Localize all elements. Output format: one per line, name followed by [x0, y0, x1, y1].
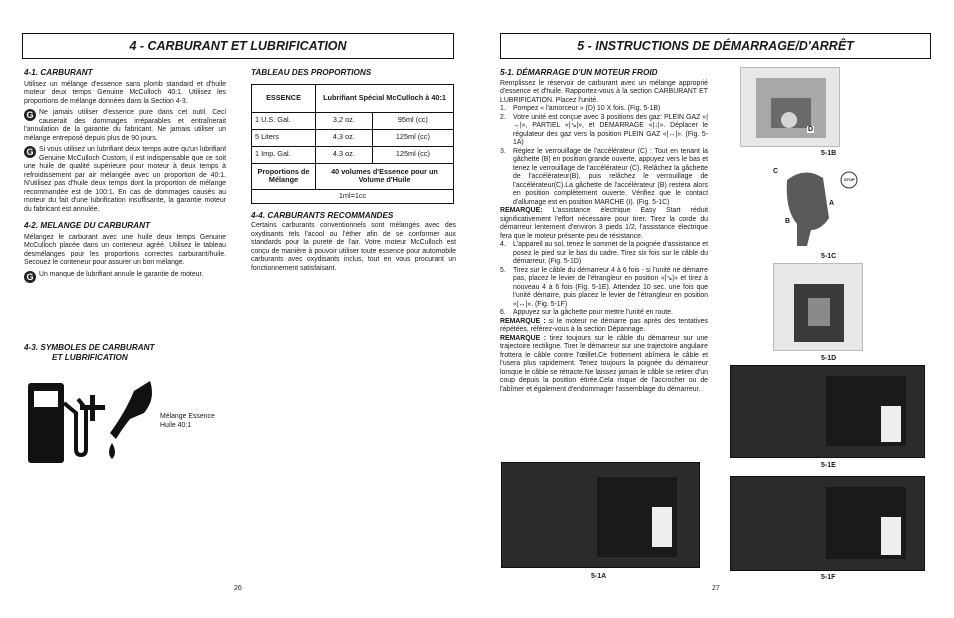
- label-a: A: [829, 200, 835, 207]
- heading-4-1: 4-1. CARBURANT: [24, 68, 93, 77]
- list-item: [500, 267, 708, 310]
- step-number: 3.: [500, 147, 506, 155]
- figure-5-1e-photo: [730, 365, 925, 458]
- warning-g-icon: G: [24, 146, 36, 158]
- list-item: [500, 309, 708, 318]
- remark-text: tirez toujours sur le câble du démarreur sur une trajectoire rectiligne. Tirer le démarreur sur une trajectoire angulaire frottera le câble contre l'œillet.Ce frottement abîmera le câble et l'usera plus rapidement. Tenez toujours la poignée du démarreur lorsque le câble se rétracte.Ne laissez jamais le câble se retirer d'un coup depuis la position étirée.Cela risque de l'accrocher ou de l'abîmer et également d'endommager l'assemblage du démarreur.: [500, 334, 708, 393]
- throttle-lever-icon: [502, 463, 700, 568]
- step-text: Réglez le verrouillage de l'accélérateur (C) : Tout en tenant la gâchette (B) en position grande ouverte, appuyez vers le bas et tenez le verrouillage de l'accélérateur (C). Relâchez la gâchette de l'accélérateur(B), puis relâchez le verrouillage de l'accélérateur(C).La gâchette de l'accélérateur (B) restera alors en position complètement ouverte. Vérifiez que le contact d'allumage est en position MARCHE (I). (Fig. 5-1C): [513, 147, 708, 206]
- list-item: [500, 148, 708, 208]
- figure-5-1c-photo: [767, 160, 867, 250]
- primer-bulb-icon: [741, 68, 840, 147]
- page-right: [477, 0, 954, 618]
- choke-open-icon: [731, 477, 925, 571]
- para-4-1: Utilisez un mélange d'essence sans plomb standard et d'huile moteur deux temps Genuine McCulloch 40:1. Utilisez les proportions de mélange données dans la Section 4-3.: [24, 80, 226, 105]
- remark-3: [500, 335, 708, 395]
- heading-4-3-line1: 4-3. SYMBOLES DE CARBURANT: [24, 343, 155, 352]
- remark-label: REMARQUE :: [500, 317, 546, 325]
- table-cell: 125ml (cc): [372, 146, 453, 163]
- throttle-handle-icon: [767, 160, 867, 250]
- warning-g-icon: G: [24, 271, 36, 283]
- table-header-lubrifiant: Lubrifiant Spécial McCulloch à 40:1: [316, 84, 454, 112]
- figure-5-1d-photo: [773, 263, 863, 351]
- caption-5-1e: 5-1E: [821, 462, 836, 469]
- right-text-column: [500, 68, 708, 394]
- warning-3-text: Un manque de lubrifiant annule le garantie de moteur.: [39, 270, 204, 278]
- table-cell: 3,2 oz.: [316, 112, 373, 129]
- table-footer-ml: 1ml=1cc: [252, 189, 454, 203]
- remark-label: REMARQUE :: [500, 334, 547, 342]
- step-text: Pompez « l'amorceur » (D) 10 X fois. (Fig. 5-1B): [513, 105, 661, 112]
- starter-pull-icon: [774, 264, 863, 351]
- caption-5-1a: 5-1A: [591, 573, 607, 580]
- warning-g-icon: G: [24, 109, 36, 121]
- table-row: [252, 112, 454, 129]
- step-text: Votre unité est conçue avec 3 positions des gaz: PLEIN GAZ «|↔|», PARTIEL «|↘|», et DEMARRAGE «|↓|». Déplacer le régulateur des gaz vers la position PLEIN GAZ «|↔|». (Fig. 5-1A): [513, 113, 708, 146]
- para-4-2: Mélangez le carburant avec une huile deux temps Genuine McCulloch placée dans un conteneur agréé. Utilisez le tableau desmélanges pour les proportions correctes carburant/huile. Secouez le conteneur pour assurer un bon mélange.: [24, 233, 226, 266]
- heading-4-2: 4-2. MELANGE DU CARBURANT: [24, 221, 150, 230]
- caption-5-1c: 5-1C: [821, 253, 837, 260]
- table-cell: 4,3 oz.: [316, 146, 373, 163]
- section-header-4: 4 - CARBURANT ET LUBRIFICATION: [22, 33, 454, 59]
- table-header-essence: ESSENCE: [252, 84, 316, 112]
- warning-3: [24, 271, 226, 280]
- step-text: Appuyez sur la gâchette pour mettre l'unité en route.: [513, 309, 673, 316]
- remark-text: L'assistance électrique Easy Start réduit significativement l'effort nécessaire pour tirer. Tirez la corde du démarreur lentement d'environ 3 pieds 1/2, l'assistance électrique fera que le moteur présente peu de résistance.: [500, 207, 708, 240]
- step-number: 4.: [500, 241, 506, 248]
- remark-text: si le moteur ne démarre pas après des tentatives répétées, référez-vous à la section Dépannage.: [500, 317, 708, 333]
- heading-5-1: 5-1. DÉMARRAGE D'UN MOTEUR FROID: [500, 68, 658, 77]
- choke-lever-icon: [731, 366, 925, 458]
- figure-5-1b-photo: [740, 67, 840, 147]
- table-row: [252, 146, 454, 163]
- remark-2: [500, 318, 708, 335]
- list-item: [500, 114, 708, 148]
- table-row: [252, 129, 454, 146]
- caption-5-1d: 5-1D: [821, 355, 837, 362]
- heading-4-3-line2: ET LUBRIFICATION: [52, 352, 128, 362]
- fuel-mix-label-line1: Mélange Essence: [160, 413, 215, 420]
- stop-label: STOP: [844, 177, 855, 182]
- fuel-oil-symbol-icon: [26, 373, 158, 465]
- table-cell: 5 Liters: [252, 129, 316, 146]
- label-d: D: [808, 126, 814, 133]
- heading-4-4: 4-4. CARBURANTS RECOMMANDES: [251, 210, 394, 220]
- intro-5-1: Remplissez le réservoir de carburant avec un mélange approprié d'essence et d'huile. Rapportez-vous à la section CARBURANT ET LUBRIFICATION. Placez l'unité.: [500, 79, 708, 104]
- step-text: L'appareil au sol, tenez le sommet de la poignée d'assistance et posez le pied sur le bas du cadre. Tirez six fois sur le câble du démarreur. (Fig. 5-1D): [513, 241, 708, 265]
- table-cell: 1 Imp. Gal.: [252, 146, 316, 163]
- label-c: C: [773, 168, 779, 175]
- label-b: B: [785, 218, 791, 225]
- table-title: TABLEAU DES PROPORTIONS: [251, 68, 372, 77]
- step-number: 5.: [500, 266, 506, 274]
- list-item: [500, 241, 708, 267]
- warning-2: [24, 146, 226, 214]
- para-4-4: Certains carburants conventionnels sont mélangés avec des oxydisants tels l'acool ou l'éther afin de se conformer aux standards pour la pureté de l'air. Votre moteur McCulloch est conçu de manière à pouvoir utiliser toute essence pour automobile carburants avec oxydisants inclus, tout en vous procurant un fonctionnement satisfaisant.: [251, 222, 456, 272]
- left-column-2: [251, 68, 456, 273]
- step-number: 1.: [500, 105, 506, 112]
- page-number-right: 27: [712, 585, 720, 592]
- page-number-left: 26: [234, 585, 242, 592]
- table-cell: 125ml (cc): [372, 129, 453, 146]
- warning-1: [24, 109, 226, 143]
- step-number: 2.: [500, 113, 506, 121]
- table-cell: 4,3 oz.: [316, 129, 373, 146]
- fuel-mix-label-line2: Huile 40:1: [160, 421, 192, 429]
- table-cell: 1 U.S. Gal.: [252, 112, 316, 129]
- warning-1-text: Ne jamais utiliser d'essence pure dans cet outil. Ceci causerait des dommages irréparables et entraînerait l'annulation de la garantie du fabricant. Ne jamais utiliser un mélange entreposé depuis plus de 90 jours.: [24, 109, 226, 142]
- section-header-5: 5 - INSTRUCTIONS DE DÉMARRAGE/D'ARRÊT: [500, 33, 931, 59]
- figure-5-1a-photo: [501, 462, 700, 568]
- heading-4-3: [24, 343, 234, 362]
- steps-list-1: [500, 105, 708, 207]
- step-text: Tirez sur le câble du démarreur 4 à 6 fois - si l'unité ne démarre pas, placez le levier de l'étrangleur en position «|↘|» et tirez à nouveau 4 à 6 fois (Fig. 5-1E). Attendez 10 sec. une fois que l'unité démarre, puis placez le levier de l'étrangleur en position «|↔|». (Fig. 5-1F): [513, 266, 708, 308]
- remark-1: [500, 207, 708, 241]
- steps-list-2: [500, 241, 708, 318]
- fuel-mix-label: [160, 413, 250, 430]
- table-footer-proportions: Proportions de Mélange: [252, 163, 316, 189]
- table-footer-volumes: 40 volumes d'Essence pour un Volume d'Huile: [316, 163, 454, 189]
- left-column-1: [24, 68, 226, 283]
- remark-label: REMARQUE:: [500, 207, 543, 214]
- proportions-table: [251, 84, 454, 204]
- table-cell: 95ml (cc): [372, 112, 453, 129]
- warning-2-text: Si vous utilisez un lubrifiant deux temps autre qu'un lubrifiant Genuine McCulloch Custom, il est indispensable que ce soit une huile de qualité supérieure pour moteur à deux temps à refroidissement par air mélangée avec un proportion de 40:1. N'utilisez pas d'huile deux temps dont la proportion de mélange recommandée est de 100:1. En cas de dommages causés au moteur du fait d'une lubrification insuffisante, la garantie moteur du fabricant est annulée.: [24, 146, 226, 213]
- figure-5-1f-photo: [730, 476, 925, 571]
- list-item: [500, 105, 708, 114]
- step-number: 6.: [500, 309, 506, 316]
- caption-5-1b: 5-1B: [821, 150, 837, 157]
- caption-5-1f: 5-1F: [821, 574, 836, 581]
